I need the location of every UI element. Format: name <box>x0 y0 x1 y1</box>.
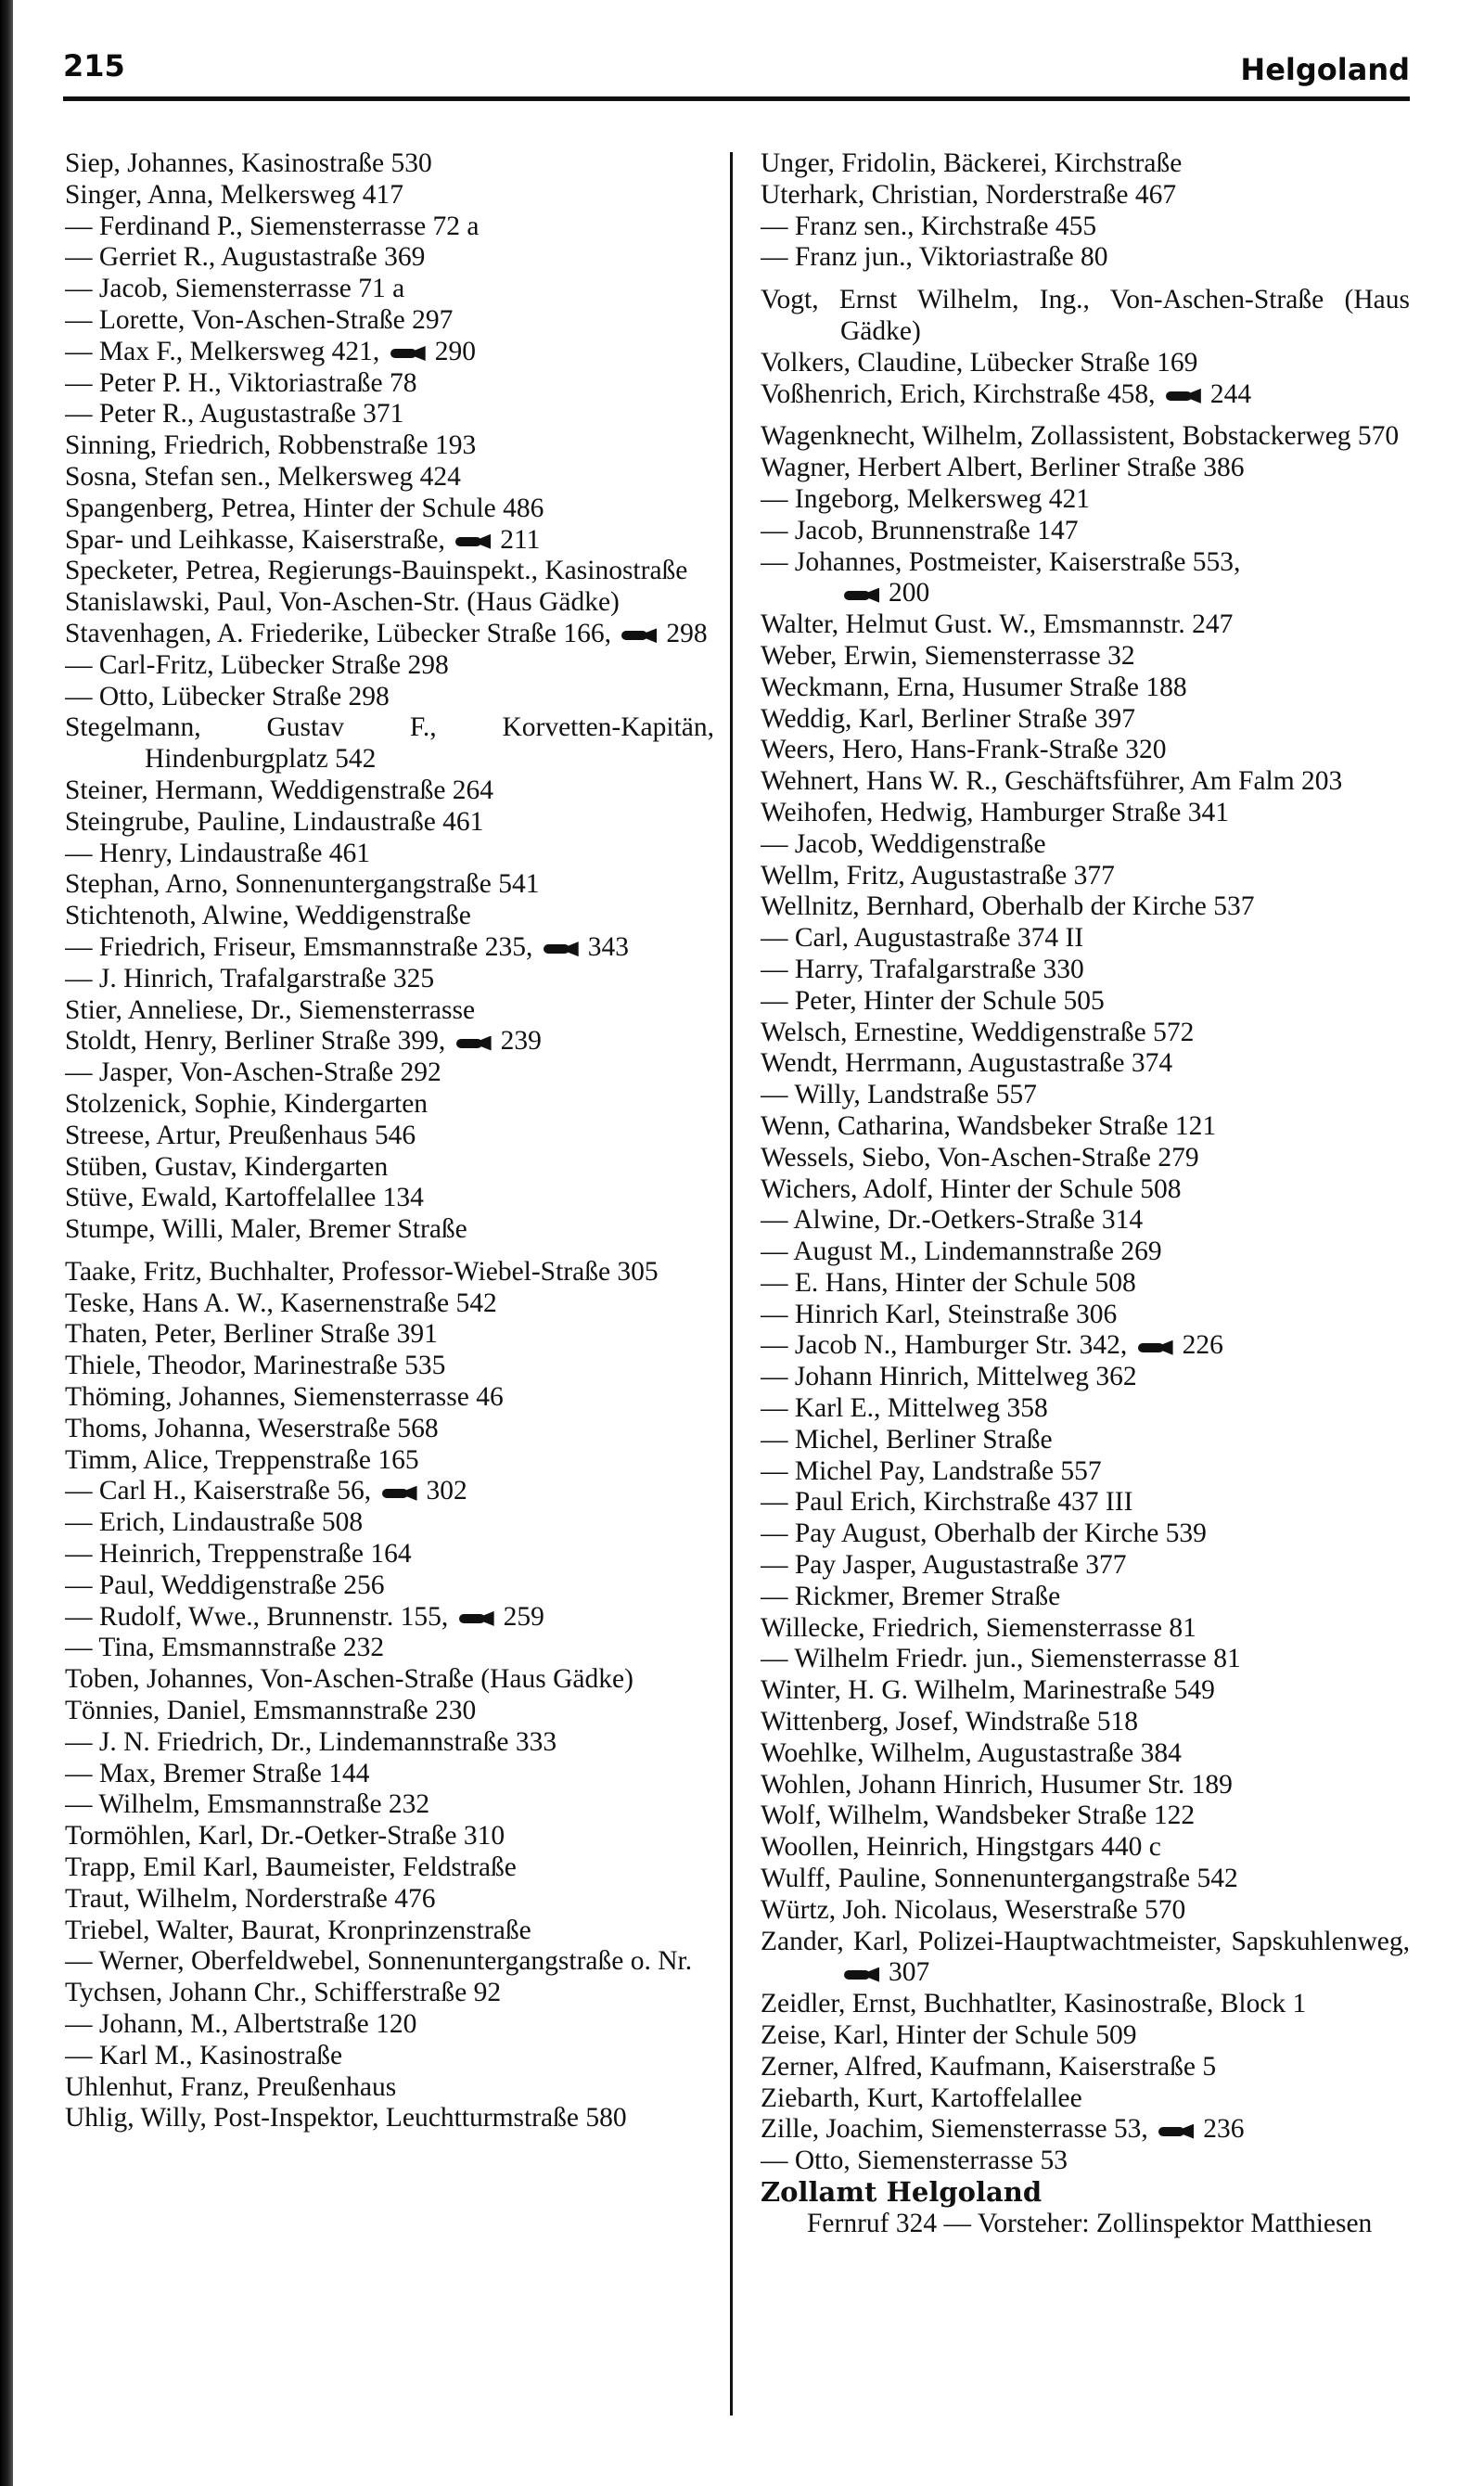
entry-text: Zille, Joachim, Siemensterrasse 53, <box>761 2114 1148 2145</box>
entry-text: — Johann, M., Albertstraße 120 <box>65 2009 417 2040</box>
entry-text: Siep, Johannes, Kasinostraße 530 <box>65 148 432 178</box>
entry-text: Spangenberg, Petrea, Hinter der Schule 486 <box>65 493 544 523</box>
entry-text: — Ingeborg, Melkersweg 421 <box>761 483 1091 514</box>
directory-entry <box>761 1393 1410 1425</box>
directory-entry <box>65 1789 714 1821</box>
entry-text: — Hinrich Karl, Steinstraße 306 <box>761 1299 1118 1329</box>
entry-text: — Carl, Augustastraße 374 II <box>761 923 1084 954</box>
entry-text: Stumpe, Willi, Maler, Bremer Straße <box>65 1214 467 1245</box>
phone-number: 302 <box>426 1476 467 1506</box>
directory-entry <box>761 1832 1410 1864</box>
directory-entry <box>761 2020 1410 2052</box>
entry-text: — Michel Pay, Landstraße 557 <box>761 1455 1102 1486</box>
entry-text: Weihofen, Hedwig, Hamburger Straße 341 <box>761 797 1230 827</box>
directory-entry <box>761 673 1410 704</box>
directory-entry <box>761 1895 1410 1927</box>
directory-entry <box>761 2052 1410 2083</box>
directory-entry <box>65 1602 714 1634</box>
directory-entry <box>761 421 1410 453</box>
directory-entry <box>65 1121 714 1152</box>
entry-text: — Tina, Emsmannstraße 232 <box>65 1633 385 1663</box>
entry-text: Sinning, Friedrich, Robbenstraße 193 <box>65 430 477 461</box>
entry-text: Thaten, Peter, Berliner Straße 391 <box>65 1319 438 1350</box>
page-number: 215 <box>63 48 125 83</box>
directory-entry <box>65 807 714 839</box>
entry-text: — Carl H., Kaiserstraße 56, <box>65 1476 372 1506</box>
directory-entry <box>65 1727 714 1759</box>
entry-text: Woehlke, Wilhelm, Augustastraße 384 <box>761 1737 1182 1768</box>
directory-entry <box>65 1319 714 1351</box>
directory-entry <box>65 1414 714 1445</box>
entry-text: Unger, Fridolin, Bäckerei, Kirchstraße <box>761 148 1183 178</box>
entry-text: — J. N. Friedrich, Dr., Lindemannstraße 333 <box>65 1726 557 1757</box>
directory-entry <box>65 587 714 619</box>
directory-entry <box>65 775 714 807</box>
directory-entry <box>65 368 714 400</box>
directory-entry <box>761 1707 1410 1738</box>
directory-entry <box>761 1675 1410 1707</box>
directory-entry <box>65 337 714 368</box>
entry-text: Stephan, Arno, Sonnenuntergangstraße 541 <box>65 869 540 900</box>
telephone-icon <box>1138 1339 1175 1356</box>
directory-entry <box>761 829 1410 861</box>
directory-entry <box>761 484 1410 516</box>
entry-text: Ziebarth, Kurt, Kartoffelallee <box>761 2082 1082 2113</box>
directory-entry <box>761 285 1410 348</box>
directory-entry <box>65 1382 714 1414</box>
entry-text: — Johann Hinrich, Mittelweg 362 <box>761 1362 1137 1392</box>
directory-entry <box>761 516 1410 547</box>
phone-number: 244 <box>1209 378 1252 409</box>
entry-text: Trapp, Emil Karl, Baumeister, Feldstraße <box>65 1852 517 1883</box>
entry-text: Stolzenick, Sophie, Kindergarten <box>65 1088 429 1119</box>
entry-text: Tychsen, Johann Chr., Schifferstraße 92 <box>65 1978 502 2008</box>
directory-entry <box>65 1214 714 1246</box>
entry-text: Thiele, Theodor, Marinestraße 535 <box>65 1351 446 1381</box>
directory-entry <box>761 766 1410 798</box>
telephone-icon <box>844 1967 881 1983</box>
entry-text: — Max F., Melkersweg 421, <box>65 336 380 366</box>
entry-text: — Alwine, Dr.-Oetkers-Straße 314 <box>761 1205 1144 1236</box>
entry-text: Streese, Artur, Preußenhaus 546 <box>65 1120 416 1150</box>
directory-entry <box>761 1613 1410 1645</box>
directory-entry <box>761 1080 1410 1111</box>
directory-entry <box>65 619 714 650</box>
entry-text: — August M., Lindemannstraße 269 <box>761 1237 1162 1267</box>
entry-text: Teske, Hans A. W., Kasernenstraße 542 <box>65 1288 497 1318</box>
directory-entry <box>65 1445 714 1477</box>
directory-entry <box>65 556 714 587</box>
directory-entry <box>65 242 714 274</box>
directory-entry <box>761 1330 1410 1362</box>
directory-entry <box>761 1425 1410 1456</box>
entry-text: Weers, Hero, Hans-Frank-Straße 320 <box>761 735 1167 765</box>
entry-text: — Peter, Hinter der Schule 505 <box>761 985 1105 1016</box>
directory-entry <box>65 650 714 682</box>
entry-text: Wessels, Siebo, Von-Aschen-Straße 279 <box>761 1142 1199 1173</box>
directory-entry <box>65 2072 714 2104</box>
right-column <box>761 148 1410 2430</box>
directory-entry <box>65 901 714 932</box>
directory-entry <box>761 348 1410 379</box>
directory-entry <box>761 1362 1410 1393</box>
entry-text: Wendt, Herrmann, Augustastraße 374 <box>761 1048 1173 1079</box>
directory-entry <box>65 1351 714 1382</box>
entry-text: — Karl E., Mittelweg 358 <box>761 1393 1048 1424</box>
directory-entry <box>65 2103 714 2134</box>
directory-entry <box>65 1257 714 1288</box>
directory-entry <box>65 1476 714 1507</box>
entry-text: Winter, H. G. Wilhelm, Marinestraße 549 <box>761 1675 1215 1706</box>
phone-number: 200 <box>889 578 930 609</box>
entry-text: — Ferdinand P., Siemensterrasse 72 a <box>65 211 480 241</box>
entry-text: Wohlen, Johann Hinrich, Husumer Str. 189 <box>761 1769 1233 1800</box>
directory-entry <box>761 1550 1410 1582</box>
directory-entry <box>761 2146 1410 2177</box>
entry-text: Zeise, Karl, Hinter der Schule 509 <box>761 2020 1137 2051</box>
entry-text: — Rudolf, Wwe., Brunnenstr. 155, <box>65 1601 449 1632</box>
directory-entry <box>65 462 714 493</box>
entry-text: Wolf, Wilhelm, Wandsbeker Straße 122 <box>761 1800 1196 1831</box>
directory-entry <box>761 2083 1410 2115</box>
directory-entry <box>761 547 1410 610</box>
directory-entry <box>65 869 714 901</box>
phone-number: 290 <box>434 336 476 366</box>
directory-entry <box>65 682 714 713</box>
entry-text: Willecke, Friedrich, Siemensterrasse 81 <box>761 1612 1196 1643</box>
entry-text: — Wilhelm Friedr. jun., Siemensterrasse 81 <box>761 1644 1241 1674</box>
entry-text: Wehnert, Hans W. R., Geschäftsführer, Am Falm 203 <box>761 766 1343 797</box>
entry-text: — Wilhelm, Emsmannstraße 232 <box>65 1789 430 1820</box>
entry-text: — Jacob, Siemensterrasse 71 a <box>65 274 405 304</box>
directory-entry <box>761 1456 1410 1488</box>
directory-entry <box>761 1644 1410 1675</box>
directory-entry <box>65 1183 714 1214</box>
phone-number: 343 <box>587 931 629 962</box>
directory-entry <box>761 2209 1410 2240</box>
telephone-icon <box>1166 388 1203 404</box>
entry-text: Stoldt, Henry, Berliner Straße 399, <box>65 1026 446 1057</box>
directory-entry <box>761 1738 1410 1770</box>
phone-number: 236 <box>1203 2114 1245 2145</box>
directory-entry <box>65 274 714 305</box>
directory-entry <box>761 1205 1410 1237</box>
entry-text: — Michel, Berliner Straße <box>761 1424 1053 1454</box>
directory-entry <box>65 525 714 557</box>
entry-text: — Paul Erich, Kirchstraße 437 III <box>761 1487 1133 1518</box>
directory-entry <box>65 493 714 525</box>
directory-entry <box>761 1111 1410 1143</box>
entry-text: — Gerriet R., Augustastraße 369 <box>65 242 426 273</box>
entry-text: Stier, Anneliese, Dr., Siemensterrasse <box>65 994 476 1025</box>
entry-text: — Otto, Siemensterrasse 53 <box>761 2146 1068 2176</box>
entry-text: — Jasper, Von-Aschen-Straße 292 <box>65 1057 441 1088</box>
directory-entry <box>65 2041 714 2072</box>
directory-entry <box>761 1018 1410 1049</box>
phone-number: 211 <box>500 524 541 555</box>
entry-text: Stavenhagen, A. Friederike, Lübecker Straße 166, <box>65 618 611 648</box>
directory-entry <box>761 1174 1410 1206</box>
directory-entry <box>65 1570 714 1602</box>
directory-entry <box>761 1927 1410 1990</box>
entry-text: Sosna, Stefan sen., Melkersweg 424 <box>65 461 461 492</box>
directory-entry <box>761 1519 1410 1550</box>
entry-text: — Werner, Oberfeldwebel, Sonnenuntergangstraße o. Nr. <box>65 1946 693 1977</box>
directory-entry <box>65 211 714 243</box>
phone-number: 239 <box>500 1026 542 1057</box>
entry-text: — Rickmer, Bremer Straße <box>761 1581 1061 1611</box>
entry-text: Spar- und Leihkasse, Kaiserstraße, <box>65 524 445 555</box>
telephone-icon <box>390 345 428 362</box>
entry-text: — Pay August, Oberhalb der Kirche 539 <box>761 1519 1207 1549</box>
entry-text: Wichers, Adolf, Hinter der Schule 508 <box>761 1173 1182 1204</box>
entry-text: Walter, Helmut Gust. W., Emsmannstr. 247 <box>761 609 1234 640</box>
phone-number: 259 <box>503 1601 544 1632</box>
telephone-icon <box>455 533 493 550</box>
directory-entry <box>761 1800 1410 1832</box>
entry-text: — Paul, Weddigenstraße 256 <box>65 1570 385 1600</box>
section-heading <box>761 2177 1410 2209</box>
directory-entry <box>65 1916 714 1947</box>
directory-entry <box>65 1539 714 1570</box>
entry-text: Vogt, Ernst Wilhelm, Ing., Von-Aschen-Straße (Haus Gädke) <box>761 285 1410 346</box>
column-divider <box>730 152 733 2416</box>
directory-entry <box>761 704 1410 736</box>
entry-text: Uhlig, Willy, Post-Inspektor, Leuchtturmstraße 580 <box>65 2103 627 2134</box>
phone-number: 226 <box>1182 1330 1223 1361</box>
left-column <box>65 148 714 2430</box>
entry-text: — Franz jun., Viktoriastraße 80 <box>761 242 1108 273</box>
entry-text: Zerner, Alfred, Kaufmann, Kaiserstraße 5 <box>761 2051 1217 2082</box>
directory-entry <box>65 430 714 462</box>
entry-text: Uhlenhut, Franz, Preußenhaus <box>65 2071 397 2102</box>
entry-text: Taake, Fritz, Buchhalter, Professor-Wiebel-Straße 305 <box>65 1256 659 1287</box>
entry-text: Uterhark, Christian, Norderstraße 467 <box>761 179 1177 210</box>
entry-text: — Friedrich, Friseur, Emsmannstraße 235, <box>65 931 533 962</box>
directory-entry <box>65 1288 714 1320</box>
entry-text: Zander, Karl, Polizei-Hauptwachtmeister, Sapskuhlenweg, <box>761 1926 1410 1956</box>
entry-text: — Heinrich, Treppenstraße 164 <box>65 1539 412 1570</box>
entry-text: Singer, Anna, Melkersweg 417 <box>65 179 404 210</box>
entry-text: Zollamt Helgoland <box>761 2176 1043 2208</box>
entry-text: Woollen, Heinrich, Hingstgars 440 c <box>761 1832 1161 1863</box>
directory-entry <box>65 1852 714 1884</box>
page-binding-edge <box>0 0 13 2486</box>
entry-text: Fernruf 324 — Vorsteher: Zollinspektor Matthiesen <box>807 2208 1373 2238</box>
entry-text: Steiner, Hermann, Weddigenstraße 264 <box>65 775 494 805</box>
directory-entry <box>761 1268 1410 1300</box>
page-header <box>63 43 1410 98</box>
directory-entry <box>761 1300 1410 1331</box>
directory-entry <box>65 305 714 337</box>
entry-text: — Willy, Landstraße 557 <box>761 1080 1037 1110</box>
entry-text: Steingrube, Pauline, Lindaustraße 461 <box>65 806 484 837</box>
entry-text: — Lorette, Von-Aschen-Straße 297 <box>65 304 454 335</box>
directory-entry <box>761 1487 1410 1519</box>
entry-text: Volkers, Claudine, Lübecker Straße 169 <box>761 347 1198 378</box>
entry-text: Traut, Wilhelm, Norderstraße 476 <box>65 1883 436 1914</box>
entry-text: Specketer, Petrea, Regierungs-Bauinspekt., Kasinostraße <box>65 556 688 586</box>
directory-entry <box>761 641 1410 673</box>
directory-entry <box>65 1978 714 2009</box>
entry-text: Welsch, Ernestine, Weddigenstraße 572 <box>761 1017 1195 1047</box>
directory-entry <box>761 1582 1410 1613</box>
entry-text: Stichtenoth, Alwine, Weddigenstraße <box>65 901 471 931</box>
directory-entry <box>65 399 714 430</box>
directory-entry <box>65 1946 714 1978</box>
entry-text: — Erich, Lindaustraße 508 <box>65 1507 364 1538</box>
directory-entry <box>761 735 1410 766</box>
entry-text: — Carl-Fritz, Lübecker Straße 298 <box>65 649 449 680</box>
entry-text: Stüve, Ewald, Kartoffelallee 134 <box>65 1183 424 1213</box>
directory-entry <box>761 180 1410 211</box>
entry-text: — Jacob, Weddigenstraße <box>761 828 1046 859</box>
entry-text: Wulff, Pauline, Sonnenuntergangstraße 542 <box>761 1864 1238 1894</box>
directory-entry <box>761 1989 1410 2020</box>
telephone-icon <box>1158 2123 1196 2140</box>
directory-entry <box>761 148 1410 180</box>
directory-entry <box>761 891 1410 923</box>
directory-entry <box>65 964 714 995</box>
directory-entry <box>65 712 714 775</box>
directory-entry <box>65 2009 714 2041</box>
directory-entry <box>65 1026 714 1057</box>
directory-entry <box>65 1507 714 1539</box>
directory-entry <box>761 923 1410 955</box>
entry-text: Stüben, Gustav, Kindergarten <box>65 1151 389 1182</box>
entry-text: Toben, Johannes, Von-Aschen-Straße (Haus Gädke) <box>65 1664 633 1695</box>
telephone-icon <box>844 587 881 604</box>
entry-text: Triebel, Walter, Baurat, Kronprinzenstraße <box>65 1915 531 1945</box>
directory-entry <box>65 995 714 1027</box>
directory-entry <box>761 1048 1410 1080</box>
directory-entry <box>65 1057 714 1089</box>
directory-entry <box>65 1633 714 1664</box>
directory-entry <box>65 932 714 964</box>
entry-text: Würtz, Joh. Nicolaus, Weserstraße 570 <box>761 1894 1186 1925</box>
entry-text: Tönnies, Daniel, Emsmannstraße 230 <box>65 1696 477 1726</box>
directory-entry <box>761 955 1410 986</box>
directory-entry <box>65 839 714 870</box>
entry-text: Weckmann, Erna, Husumer Straße 188 <box>761 672 1187 702</box>
directory-entry <box>65 1821 714 1852</box>
phone-number: 307 <box>889 1957 930 1988</box>
entry-text: Wellm, Fritz, Augustastraße 377 <box>761 860 1115 891</box>
entry-text: Timm, Alice, Treppenstraße 165 <box>65 1444 419 1475</box>
telephone-icon <box>456 1035 493 1052</box>
entry-text: Wellnitz, Bernhard, Oberhalb der Kirche 537 <box>761 891 1255 922</box>
telephone-icon <box>544 941 581 957</box>
directory-entry <box>761 1237 1410 1268</box>
directory-entry <box>761 798 1410 829</box>
telephone-icon <box>621 627 659 644</box>
entry-text: — Jacob N., Hamburger Str. 342, <box>761 1330 1128 1361</box>
entry-text: Wagner, Herbert Albert, Berliner Straße 386 <box>761 453 1245 483</box>
header-rule <box>63 96 1410 101</box>
entry-text: Wittenberg, Josef, Windstraße 518 <box>761 1707 1138 1737</box>
telephone-icon <box>459 1610 496 1627</box>
directory-entry <box>65 1696 714 1727</box>
entry-text: — Johannes, Postmeister, Kaiserstraße 553, <box>761 546 1241 577</box>
telephone-icon <box>382 1485 419 1502</box>
entry-text: Stegelmann, Gustav F., Korvetten-Kapitän, Hindenburgplatz 542 <box>65 712 714 775</box>
entry-text: — Otto, Lübecker Straße 298 <box>65 681 390 711</box>
entry-text: — Max, Bremer Straße 144 <box>65 1758 370 1788</box>
entry-text: — Harry, Trafalgarstraße 330 <box>761 954 1084 984</box>
entry-text: Weber, Erwin, Siemensterrasse 32 <box>761 640 1135 671</box>
entry-text: — J. Hinrich, Trafalgarstraße 325 <box>65 963 435 993</box>
entry-text: Thoms, Johanna, Weserstraße 568 <box>65 1413 439 1443</box>
directory-entry <box>65 1884 714 1916</box>
directory-entry <box>761 1143 1410 1174</box>
entry-text: Voßhenrich, Erich, Kirchstraße 458, <box>761 378 1156 409</box>
running-title: Helgoland <box>1240 52 1410 87</box>
directory-entry <box>761 211 1410 243</box>
directory-entry <box>761 242 1410 274</box>
directory-entry <box>65 1089 714 1121</box>
entry-text: Zeidler, Ernst, Buchhatlter, Kasinostraße, Block 1 <box>761 1989 1307 2019</box>
entry-text: — E. Hans, Hinter der Schule 508 <box>761 1267 1136 1298</box>
entry-text: Wenn, Catharina, Wandsbeker Straße 121 <box>761 1110 1217 1141</box>
entry-text: Tormöhlen, Karl, Dr.-Oetker-Straße 310 <box>65 1821 505 1852</box>
entry-text: Stanislawski, Paul, Von-Aschen-Str. (Haus Gädke) <box>65 587 620 618</box>
directory-entry <box>761 861 1410 892</box>
directory-entry <box>65 180 714 211</box>
entry-text: — Peter P. H., Viktoriastraße 78 <box>65 367 417 398</box>
directory-entry <box>65 1152 714 1184</box>
entry-text: — Pay Jasper, Augustastraße 377 <box>761 1550 1127 1581</box>
entry-text: — Jacob, Brunnenstraße 147 <box>761 515 1079 545</box>
directory-entry <box>761 2114 1410 2146</box>
directory-entry <box>761 986 1410 1018</box>
entry-text: — Peter R., Augustastraße 371 <box>65 399 404 429</box>
directory-entry <box>761 379 1410 411</box>
entry-text: Wagenknecht, Wilhelm, Zollassistent, Bobstackerweg 570 <box>761 421 1400 452</box>
entry-text: Weddig, Karl, Berliner Straße 397 <box>761 703 1135 734</box>
entry-text: — Henry, Lindaustraße 461 <box>65 838 371 868</box>
directory-entry <box>761 609 1410 641</box>
entry-text: Thöming, Johannes, Siemensterrasse 46 <box>65 1382 504 1413</box>
directory-entry <box>761 1770 1410 1801</box>
entry-text: — Karl M., Kasinostraße <box>65 2040 343 2070</box>
directory-entry <box>65 148 714 180</box>
directory-entry <box>65 1664 714 1696</box>
directory-entry <box>761 1864 1410 1895</box>
phone-number: 298 <box>666 618 708 648</box>
directory-entry <box>65 1759 714 1790</box>
entry-text: — Franz sen., Kirchstraße 455 <box>761 211 1097 241</box>
directory-entry <box>761 453 1410 484</box>
